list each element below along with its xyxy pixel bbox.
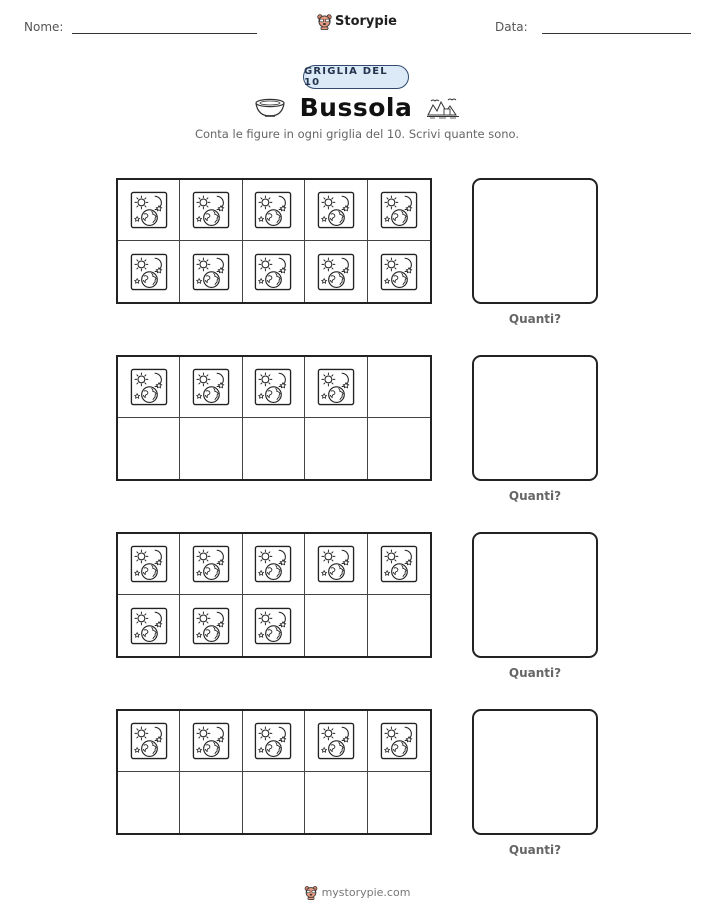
answer-box[interactable] [472, 532, 598, 658]
ten-frame-cell [118, 534, 180, 595]
sun-moon-earth-icon [192, 253, 230, 291]
sun-moon-earth-icon [380, 191, 418, 229]
brand-logo [0, 13, 714, 34]
ten-frame-cell [243, 357, 305, 418]
ten-frame-grid [116, 355, 432, 481]
ten-frame-cell [305, 357, 367, 418]
date-field[interactable] [542, 33, 691, 34]
ten-frame-cell [243, 534, 305, 595]
answer-label: Quanti? [508, 843, 562, 857]
sun-moon-earth-icon [254, 545, 292, 583]
name-label: Nome: [24, 20, 64, 34]
answer-box[interactable] [472, 355, 598, 481]
sun-moon-earth-icon [130, 368, 168, 406]
ten-frame-cell [118, 595, 180, 656]
ten-frame-cell [368, 772, 430, 833]
ten-frame-cell [180, 180, 242, 241]
ten-frame-cell [305, 534, 367, 595]
brand-name: Storypie [335, 14, 397, 29]
ten-frame-cell [243, 418, 305, 479]
ten-frame-grid [116, 709, 432, 835]
sun-moon-earth-icon [254, 722, 292, 760]
bowl-icon [254, 97, 286, 119]
ten-frame-cell [305, 418, 367, 479]
ten-frame-cell [305, 772, 367, 833]
sun-moon-earth-icon [192, 607, 230, 645]
ten-frame-cell [305, 711, 367, 772]
footer-url: mystorypie.com [321, 886, 411, 899]
ten-frame-cell [118, 241, 180, 302]
ten-frame-cell [180, 711, 242, 772]
sun-moon-earth-icon [380, 253, 418, 291]
answer-label: Quanti? [508, 666, 562, 680]
ten-frame-cell [243, 595, 305, 656]
answer-box[interactable] [472, 178, 598, 304]
ten-frame-cell [243, 711, 305, 772]
sun-moon-earth-icon [380, 722, 418, 760]
ten-frame-cell [118, 180, 180, 241]
ten-frame-cell [118, 711, 180, 772]
ten-frame-cell [118, 418, 180, 479]
sun-moon-earth-icon [192, 191, 230, 229]
ten-frame-cell [180, 772, 242, 833]
sun-moon-earth-icon [254, 368, 292, 406]
sun-moon-earth-icon [130, 722, 168, 760]
ten-frame-cell [180, 241, 242, 302]
sun-moon-earth-icon [254, 253, 292, 291]
footer [0, 885, 714, 900]
answer-box[interactable] [472, 709, 598, 835]
title-row [0, 93, 714, 122]
ten-frame-cell [243, 241, 305, 302]
landscape-doodle-icon [426, 97, 460, 119]
ten-frame-cell [368, 357, 430, 418]
sun-moon-earth-icon [254, 191, 292, 229]
ten-frame-cell [118, 772, 180, 833]
ten-frame-cell [243, 180, 305, 241]
ten-frame-cell [305, 180, 367, 241]
date-label: Data: [495, 20, 528, 34]
sun-moon-earth-icon [317, 368, 355, 406]
sun-moon-earth-icon [130, 191, 168, 229]
sun-moon-earth-icon [380, 545, 418, 583]
bear-mascot-icon [317, 13, 332, 30]
bear-mascot-icon [304, 885, 318, 900]
answer-label: Quanti? [508, 312, 562, 326]
ten-frame-cell [180, 357, 242, 418]
ten-frame-grid [116, 532, 432, 658]
worksheet-badge: GRIGLIA DEL 10 [303, 65, 409, 89]
sun-moon-earth-icon [317, 545, 355, 583]
ten-frame-cell [368, 241, 430, 302]
answer-label: Quanti? [508, 489, 562, 503]
instructions: Conta le figure in ogni griglia del 10. Scrivi quante sono. [194, 127, 520, 141]
sun-moon-earth-icon [317, 253, 355, 291]
sun-moon-earth-icon [130, 545, 168, 583]
sun-moon-earth-icon [317, 191, 355, 229]
ten-frame-cell [368, 534, 430, 595]
ten-frame-cell [305, 595, 367, 656]
ten-frame-cell [368, 418, 430, 479]
ten-frame-cell [368, 180, 430, 241]
sun-moon-earth-icon [317, 722, 355, 760]
sun-moon-earth-icon [192, 368, 230, 406]
ten-frame-grid [116, 178, 432, 304]
ten-frame-cell [368, 595, 430, 656]
ten-frame-cell [180, 418, 242, 479]
ten-frame-cell [180, 595, 242, 656]
sun-moon-earth-icon [130, 253, 168, 291]
sun-moon-earth-icon [192, 545, 230, 583]
sun-moon-earth-icon [254, 607, 292, 645]
ten-frame-cell [305, 241, 367, 302]
sun-moon-earth-icon [192, 722, 230, 760]
ten-frame-cell [368, 711, 430, 772]
ten-frame-cell [243, 772, 305, 833]
page-title: Bussola [299, 93, 413, 122]
ten-frame-cell [118, 357, 180, 418]
ten-frame-cell [180, 534, 242, 595]
sun-moon-earth-icon [130, 607, 168, 645]
